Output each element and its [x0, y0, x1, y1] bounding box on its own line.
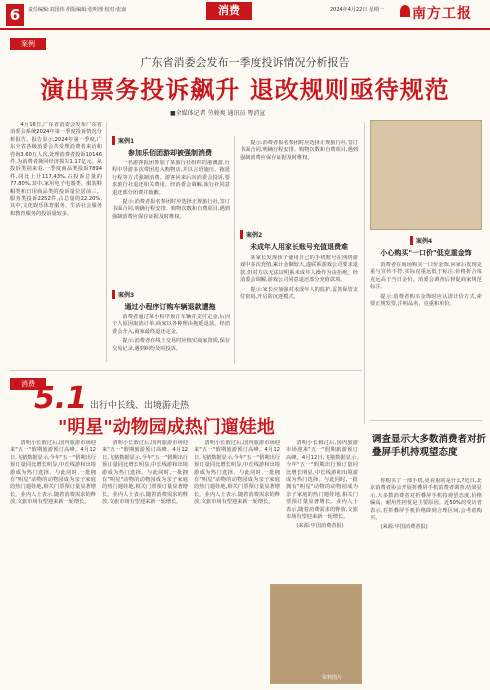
- photo-caption: 资料图片: [322, 675, 343, 681]
- right-text: 你购买了一部手机,更看重的是什么?近日,北京消费者协会开展折叠屏手机消费者调查,结果显示,大多数消费者对折叠屏手机持观望态度,价格偏高、耐用性担忧是主要原因。近50%的受访者表示,若折叠屏手机价格降到合理区间,会考虑购买。: [370, 478, 482, 522]
- bottom-column-3: [194, 440, 280, 682]
- bottom-column-2: [102, 440, 188, 682]
- case2-label: 案例2: [240, 230, 262, 239]
- case2-text: 某家长发现孩子使用自己的手机账号在网络游戏中多次充值,累计金额较大,遂联系游戏公司要求退款,但对方以无法证明系未成年人操作为由拒绝。经消委会调解,游戏公司同意退还部分充值款项。: [240, 255, 358, 284]
- bottom-text-2: 清明小长假过后,国内旅游市场迎来"五一"假期旅游预订高峰。4月12日,飞猪数据显示,今年"五一"假期出行预订量同比增长明显,中长线游和出境游成为热门选择。与此同时,一批拥有"明星"动物的动物园成为亲子家庭的热门遛娃地,相关门票预订量显著增长。业内人士表示,随着消费需求的释放,文旅市场有望迎来新一轮增长。: [102, 440, 188, 506]
- case4-text: 消费者在商场购买一口价金饰,回家后发现克重与宣传不符,实际克重远低于标注,价格折合每克远高于当日金价。消委会调查后督促商家规范标注。: [370, 262, 482, 291]
- right-source: (来源:中国消费者报): [380, 524, 428, 531]
- case4-body: [370, 262, 482, 412]
- case1-note-cont: 提示:消费者报名参团时应选择正规旅行社,签订书面合同,明确行程安排、购物次数和自费项目,遇到强制消费应保存证据及时维权。: [240, 140, 358, 161]
- case4-title: 小心购买"一口价"低克重金饰: [380, 249, 472, 257]
- bottom-kicker: 出行中长线、出境游走热: [90, 401, 190, 411]
- right-body: [370, 478, 482, 684]
- bottom-text-1: 清明小长假过后,国内旅游市场迎来"五一"假期旅游预订高峰。4月12日,飞猪数据显示,今年"五一"假期出行预订量同比增长明显,中长线游和出境游成为热门选择。与此同时,一批拥有"明星"动物的动物园成为亲子家庭的热门遛娃地,相关门票预订量显著增长。业内人士表示,随着消费需求的释放,文旅市场有望迎来新一轮增长。: [10, 440, 96, 506]
- storefront-photo: [370, 120, 482, 230]
- bottom-text-4: 清明小长假过后,国内旅游市场迎来"五一"假期旅游预订高峰。4月12日,飞猪数据显示,今年"五一"假期出行预订量同比增长明显,中长线游和出境游成为热门选择。与此同时,一批拥有"明星"动物的动物园成为亲子家庭的热门遛娃地,相关门票预订量显著增长。业内人士表示,随着消费需求的释放,文旅市场有望迎来新一轮增长。: [286, 440, 358, 521]
- story-headline: 演出票务投诉飙升 退改规则亟待规范: [40, 76, 450, 104]
- case2-note: 提示:家长应加强对未成年人的监护,妥善保管支付密码,开启防沉迷模式。: [240, 286, 358, 301]
- lead-paragraph: 4月16日,广东省消委会发布广东省消委会系统2024年第一季度投诉情况分析报告。报告显示,2024年第一季度,广东全省各级消委会共受理消费者来访和咨询3.60万人次,处理消费者投诉10146件,为消费者挽回经济损失1.17亿元。从投诉类别来看,一季度商品类投诉7894件,同比上升117.43%,占投诉总量的77.80%,其中,家用电子电器类、服装鞋帽类和日用商品类的投诉量位居前三。服务类投诉2252件,占总量的22.20%,其中,文化娱乐体育服务、生活社会服务和教育服务的投诉量较多。: [10, 122, 102, 217]
- case3-label: 案例3: [112, 290, 134, 299]
- page-header: [0, 0, 490, 30]
- editor-credits: 责任编辑:刘国伟 组版编辑:张明理 校对:张南: [28, 7, 127, 13]
- masthead-logo-icon: [400, 5, 410, 17]
- column-divider: [106, 122, 107, 362]
- case1-text: 一名游客报团参加了某旅行社组织的港澳游,行程中导游多次带团进入购物店,并以言语施压、拖延行程等方式强制消费。游客回来后向消委会投诉,要求旅行社退还相关费用。经消委会调解,旅行社同意退还部分团费并致歉。: [112, 160, 230, 196]
- case3-body: [112, 314, 230, 364]
- case3-title: 通过小程序订购车辆退款遭拖: [124, 303, 216, 311]
- story-subtitle: 广东省消委会发布一季度投诉情况分析报告: [140, 56, 350, 69]
- section-divider: [10, 370, 362, 371]
- bottom-text-3: 清明小长假过后,国内旅游市场迎来"五一"假期旅游预订高峰。4月12日,飞猪数据显示,今年"五一"假期出行预订量同比增长明显,中长线游和出境游成为热门选择。与此同时,一批拥有"明星"动物的动物园成为亲子家庭的热门遛娃地,相关门票预订量显著增长。业内人士表示,随着消费需求的释放,文旅市场有望迎来新一轮增长。: [194, 440, 280, 506]
- case4-note: 提示:消费者购买金饰时应认清计价方式,索要正规发票,注明品名、克重和单价。: [370, 293, 482, 308]
- case4-label: 案例4: [410, 236, 432, 245]
- middle-column: [240, 140, 358, 228]
- bottom-column-1: [10, 440, 96, 682]
- section-tag: 消费: [206, 2, 252, 20]
- case3-text: 消费者通过某小程序预订车辆并支付定金,后因个人原因取消订单,商家以各种理由拖延退款。经消委会介入,商家最终退还定金。: [112, 314, 230, 335]
- story-byline: ■全媒体记者 劳骏爽 通讯员 粤消宣: [170, 110, 266, 117]
- section-divider: [370, 420, 482, 421]
- case1-note: 提示:消费者报名参团时应选择正规旅行社,签订书面合同,明确行程安排、购物次数和自费项目,遇到强制消费应保存证据及时维权。: [112, 199, 230, 220]
- bottom-column-4: [286, 440, 358, 580]
- case3-note: 提示:消费者在线上交易时应核实商家资质,保存交易记录,遇到纠纷及时投诉。: [112, 338, 230, 352]
- masthead: 南方工报: [412, 6, 472, 22]
- holiday-label: 5.1: [34, 381, 88, 416]
- column-divider: [234, 136, 235, 364]
- zoo-photo: [270, 584, 362, 684]
- case1-body: [112, 160, 230, 280]
- bottom-tag: 消费: [10, 378, 46, 390]
- lead-column: [10, 122, 102, 362]
- case2-title: 未成年人用家长账号充值退费难: [250, 243, 348, 251]
- right-headline: 调查显示大多数消费者对折叠屏手机持观望态度: [372, 434, 487, 458]
- case2-body: [240, 255, 358, 363]
- publication-date: 2024年4月22日 星期一: [330, 7, 384, 13]
- case1-title: 参加乐佰团游却被强制消费: [128, 149, 212, 157]
- bottom-headline: "明星"动物园成热门遛娃地: [58, 417, 275, 438]
- column-divider: [364, 122, 365, 424]
- case-tag: 案例: [10, 38, 46, 50]
- page-number: 6: [6, 4, 24, 26]
- case1-label: 案例1: [112, 136, 134, 145]
- bottom-source: (来源:中国消费者报): [296, 523, 344, 530]
